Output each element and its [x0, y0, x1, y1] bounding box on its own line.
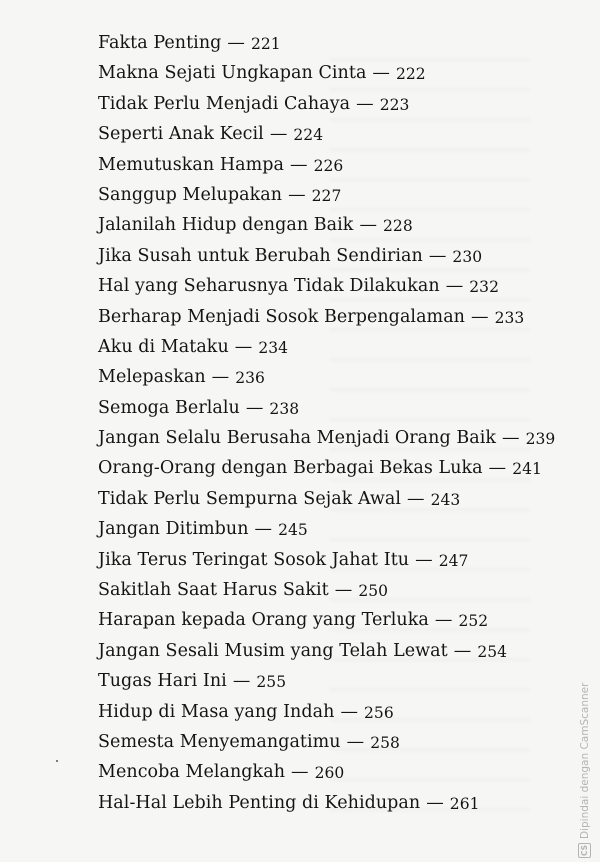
toc-entry-page-number: 256 [364, 703, 394, 722]
toc-entry-title: Sanggup Melupakan [98, 184, 283, 205]
toc-entry [98, 119, 555, 149]
toc-entry-title: Harapan kepada Orang yang Terluka [98, 610, 429, 631]
toc-entry-page-number: 232 [469, 278, 500, 297]
toc-entry-separator: — [245, 397, 264, 418]
toc-entry [98, 58, 555, 88]
toc-entry [98, 545, 555, 575]
toc-entry-separator: — [359, 215, 378, 236]
toc-entry-separator: — [453, 640, 472, 661]
toc-entry-separator: — [290, 154, 308, 175]
toc-entry-page-number: 221 [250, 35, 281, 53]
toc-entry-title: Semesta Menyemangatimu [98, 731, 341, 752]
toc-entry [98, 575, 555, 605]
toc-entry-title: Hal-Hal Lebih Penting di Kehidupan [98, 792, 421, 813]
toc-entry [98, 666, 555, 696]
toc-entry-title: Jika Terus Teringat Sosok Jahat Itu [98, 549, 410, 570]
toc-entry-page-number: 258 [370, 733, 400, 752]
toc-entry-separator: — [269, 124, 288, 145]
toc-entry-title: Semoga Berlalu [98, 397, 240, 418]
toc-entry-separator: — [356, 93, 374, 114]
toc-entry [98, 423, 555, 453]
toc-entry [98, 150, 555, 180]
toc-entry-separator: — [445, 276, 464, 297]
toc-entry [98, 788, 555, 818]
toc-entry-title: Hal yang Seharusnya Tidak Dilakukan [98, 276, 440, 297]
toc-entry-title: Tidak Perlu Menjadi Cahaya [98, 93, 351, 114]
toc-entry [98, 271, 555, 301]
toc-entry-title: Orang-Orang dengan Berbagai Bekas Luka [98, 458, 483, 479]
toc-entry-separator: — [428, 245, 447, 266]
toc-entry-separator: — [211, 367, 230, 388]
toc-entry-page-number: 247 [438, 551, 469, 570]
toc-entry-separator: — [232, 671, 251, 692]
camscanner-logo-icon: CS [580, 844, 589, 857]
toc-entry-page-number: 250 [358, 582, 389, 601]
toc-entry [98, 484, 555, 514]
toc-entry-separator: — [471, 306, 489, 327]
toc-entry [98, 757, 555, 787]
toc-entry-separator: — [234, 336, 253, 357]
toc-entry-page-number: 252 [458, 612, 489, 631]
toc-entry-separator: — [415, 549, 433, 570]
toc-entry [98, 727, 555, 757]
toc-entry-page-number: 224 [293, 126, 324, 145]
toc-entry [98, 697, 555, 727]
toc-entry-separator: — [288, 184, 306, 205]
toc-entry-separator: — [372, 63, 390, 84]
toc-entry-page-number: 226 [313, 156, 344, 175]
toc-entry-page-number: 245 [278, 521, 308, 540]
toc-entry-page-number: 260 [314, 764, 345, 783]
toc-entry [98, 362, 555, 392]
toc-entry-separator: — [426, 792, 444, 813]
toc-entry-separator: — [346, 731, 365, 752]
toc-entry [98, 393, 555, 423]
camscanner-watermark [578, 683, 591, 858]
toc-entry [98, 28, 555, 58]
toc-entry [98, 241, 555, 271]
toc-entry-page-number: 238 [269, 399, 300, 418]
toc-entry-page-number: 255 [256, 673, 287, 692]
toc-entry-page-number: 254 [477, 642, 508, 661]
toc-entry-title: Fakta Penting [98, 33, 222, 53]
toc-entry-title: Jika Susah untuk Berubah Sendirian [98, 245, 423, 266]
toc-entry-title: Melepaskan [98, 367, 206, 388]
toc-entry-page-number: 233 [494, 308, 525, 327]
toc-entry-separator: — [407, 488, 425, 509]
toc-entry-page-number: 228 [383, 217, 413, 236]
toc-entry-page-number: 239 [525, 430, 556, 449]
toc-entry-page-number: 234 [258, 338, 289, 357]
toc-entry-title: Aku di Mataku [98, 336, 229, 357]
toc-entry [98, 302, 555, 332]
toc-entry [98, 89, 555, 119]
toc-entry-page-number: 241 [512, 460, 542, 479]
toc-entry-page-number: 223 [379, 95, 410, 114]
watermark-text: Dipindai dengan CamScanner [578, 682, 591, 839]
toc-entry [98, 332, 555, 362]
toc-entry-page-number: 230 [452, 247, 483, 266]
toc-entry-title: Memutuskan Hampa [98, 154, 285, 175]
toc-entry-separator: — [502, 428, 520, 449]
toc-entry [98, 210, 555, 240]
toc-entry-page-number: 227 [311, 186, 342, 205]
toc-entry-title: Jangan Sesali Musim yang Telah Lewat [98, 640, 448, 661]
toc-entry-title: Jangan Selalu Berusaha Menjadi Orang Baik [98, 428, 497, 449]
toc-entry-title: Makna Sejati Ungkapan Cinta [98, 63, 367, 84]
toc-entry-page-number: 236 [235, 369, 265, 388]
toc-entry-separator: — [488, 458, 507, 479]
toc-entry [98, 514, 555, 544]
toc-entry-separator: — [340, 701, 358, 722]
toc-entry-title: Mencoba Melangkah [98, 762, 286, 783]
toc-entry-title: Berharap Menjadi Sosok Berpengalaman [98, 306, 466, 327]
toc-entry-page-number: 222 [395, 65, 426, 84]
toc-entry [98, 180, 555, 210]
toc-entry [98, 453, 555, 483]
toc-entry-separator: — [434, 610, 453, 631]
toc-entry-title: Jalanilah Hidup dengan Baik [98, 215, 354, 236]
toc-entry-title: Tugas Hari Ini [98, 671, 227, 692]
toc-entry [98, 605, 555, 635]
toc-entry-page-number: 243 [430, 490, 461, 509]
table-of-contents [98, 28, 555, 818]
toc-entry-title: Seperti Anak Kecil [98, 124, 264, 145]
toc-entry-separator: — [291, 762, 309, 783]
toc-entry-separator: — [227, 33, 245, 53]
toc-entry-title: Hidup di Masa yang Indah [98, 701, 335, 722]
toc-entry-separator: — [334, 580, 353, 601]
toc-entry-title: Jangan Ditimbun [98, 519, 249, 540]
toc-entry-title: Sakitlah Saat Harus Sakit [98, 580, 329, 601]
toc-entry-page-number: 261 [449, 794, 480, 813]
toc-entry-separator: — [254, 519, 273, 540]
toc-entry-title: Tidak Perlu Sempurna Sejak Awal [98, 488, 402, 509]
scan-speck [56, 760, 58, 762]
toc-entry [98, 636, 555, 666]
